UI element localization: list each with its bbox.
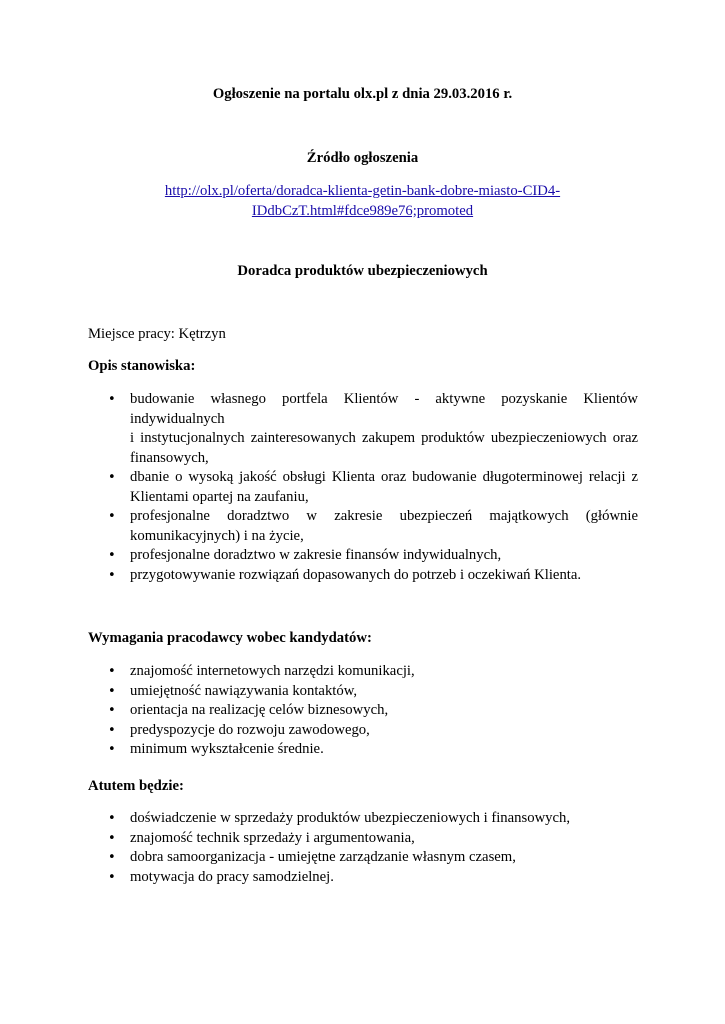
source-link-line-1[interactable]: http://olx.pl/oferta/doradca-klienta-getin-bank-dobre-miasto-CID4- [164, 183, 561, 199]
requirements-heading: Wymagania pracodawcy wobec kandydatów: [88, 630, 372, 646]
list-item [108, 566, 638, 586]
description-list [108, 390, 638, 585]
advantages-heading: Atutem będzie: [88, 778, 184, 794]
requirements-list [108, 662, 638, 760]
list-item-text: przygotowywanie rozwiązań dopasowanych do potrzeb i oczekiwań Klienta. [130, 566, 582, 583]
list-item [108, 546, 638, 566]
document-title: Ogłoszenie na portalu olx.pl z dnia 29.03.2016 r. [212, 86, 513, 102]
job-location: Miejsce pracy: Kętrzyn [88, 326, 226, 342]
list-item-line: i instytucjonalnych zainteresowanych zakupem produktów ubezpieczeniowych oraz finansowych, [130, 430, 638, 466]
description-heading: Opis stanowiska: [88, 358, 196, 374]
list-item: • znajomość internetowych narzędzi komunikacji, [108, 662, 638, 682]
source-link-line-2[interactable]: IDdbCzT.html#fdce989e76;promoted [251, 203, 474, 219]
source-heading: Źródło ogłoszenia [306, 150, 419, 166]
list-item [108, 507, 638, 546]
list-item: • znajomość technik sprzedaży i argumentowania, [108, 829, 638, 849]
list-item: • motywacja do pracy samodzielnej. [108, 868, 638, 888]
source-link-block [0, 181, 725, 221]
list-item: • orientacja na realizację celów biznesowych, [108, 701, 638, 721]
list-item: • predyspozycje do rozwoju zawodowego, [108, 721, 638, 741]
list-item-text: profesjonalne doradztwo w zakresie finansów indywidualnych, [130, 547, 502, 563]
list-item: • dobra samoorganizacja - umiejętne zarządzanie własnym czasem, [108, 848, 638, 868]
list-item [108, 468, 638, 507]
job-title: Doradca produktów ubezpieczeniowych [237, 263, 488, 279]
list-item [108, 390, 638, 468]
list-item: • doświadczenie w sprzedaży produktów ubezpieczeniowych i finansowych, [108, 809, 638, 829]
list-item: • umiejętność nawiązywania kontaktów, [108, 682, 638, 702]
advantages-list [108, 809, 638, 887]
list-item-text: dbanie o wysoką jakość obsługi Klienta oraz budowanie długoterminowej relacji z Klientami opartej na zaufaniu, [130, 469, 638, 505]
list-item: • minimum wykształcenie średnie. [108, 740, 638, 760]
list-item-line: • budowanie własnego portfela Klientów - aktywne pozyskanie Klientów indywidualnych [130, 391, 638, 427]
list-item-text: profesjonalne doradztwo w zakresie ubezpieczeń majątkowych (głównie komunikacyjnych) i na życie, [130, 508, 638, 544]
